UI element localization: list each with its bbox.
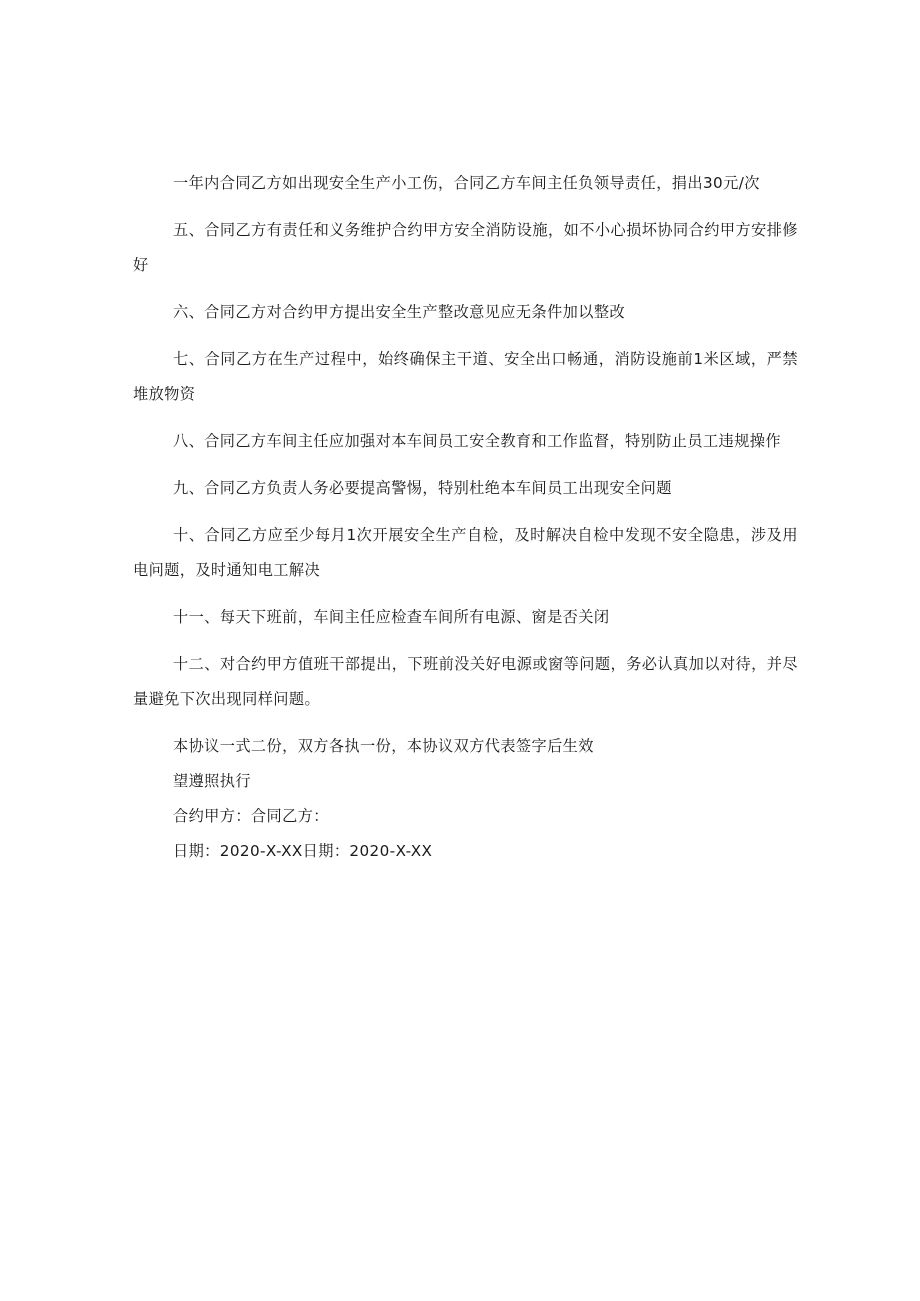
signature-parties: 合约甲方：合同乙方： <box>173 807 329 825</box>
clause-7-exits-clear: 七、合同乙方在生产过程中，始终确保主干道、安全出口畅通，消防设施前1米区域，严禁堆放物资 <box>133 350 798 403</box>
compliance-note: 望遵照执行 <box>173 772 251 790</box>
clause-12-duty-officer: 十二、对合约甲方值班干部提出，下班前没关好电源或窗等问题，务必认真加以对待，并尽量避免下次出现同样问题。 <box>133 655 798 708</box>
agreement-copies-note: 本协议一式二份，双方各执一份，本协议双方代表签字后生效 <box>173 737 594 755</box>
clause-10-self-inspection: 十、合同乙方应至少每月1次开展安全生产自检，及时解决自检中发现不安全隐患，涉及用电问题，及时通知电工解决 <box>133 526 798 579</box>
clause-8-safety-education: 八、合同乙方车间主任应加强对本车间员工安全教育和工作监督，特别防止员工违规操作 <box>173 432 781 450</box>
signature-dates: 日期：2020-X-XX日期：2020-X-XX <box>173 842 433 860</box>
clause-injury-penalty: 一年内合同乙方如出现安全生产小工伤，合同乙方车间主任负领导责任，捐出30元/次 <box>173 174 760 192</box>
clause-11-power-windows: 十一、每天下班前，车间主任应检查车间所有电源、窗是否关闭 <box>173 608 610 626</box>
clause-9-vigilance: 九、合同乙方负责人务必要提高警惕，特别杜绝本车间员工出现安全问题 <box>173 479 672 497</box>
clause-5-fire-facilities: 五、合同乙方有责任和义务维护合约甲方安全消防设施，如不小心损坏协同合约甲方安排修好 <box>133 221 798 274</box>
document-body <box>133 166 798 869</box>
clause-6-rectification: 六、合同乙方对合约甲方提出安全生产整改意见应无条件加以整改 <box>173 303 626 321</box>
